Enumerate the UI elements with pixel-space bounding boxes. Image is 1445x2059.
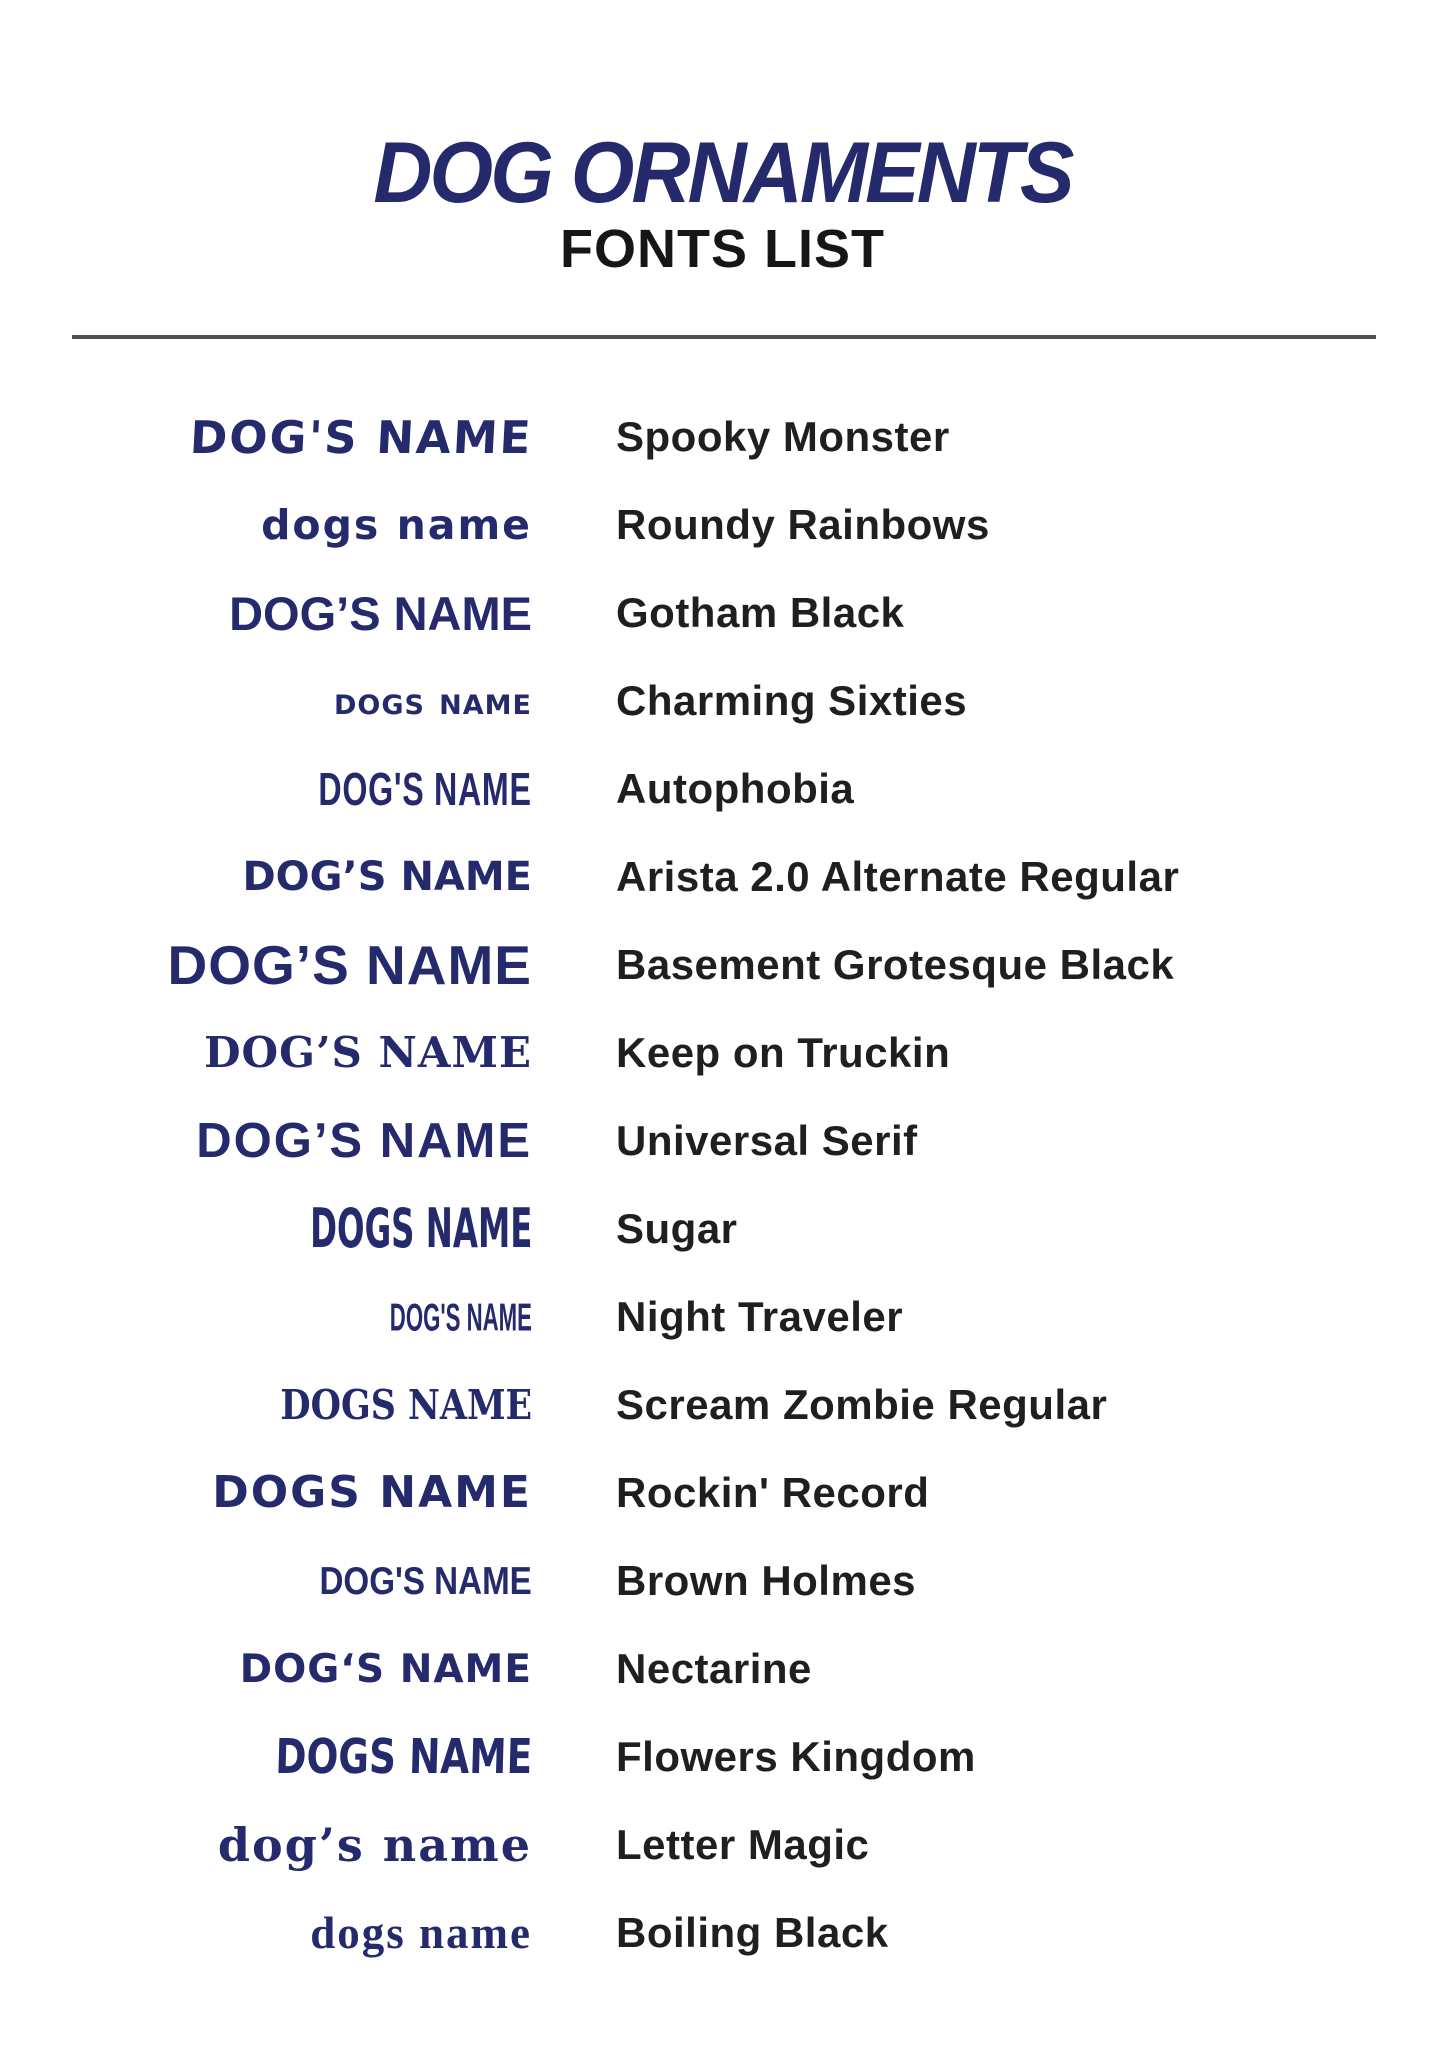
font-row xyxy=(0,481,1445,569)
dog-name-sample: DOGS NAME xyxy=(212,1467,532,1518)
font-name-label: Scream Zombie Regular xyxy=(616,1381,1108,1428)
font-name-label: Flowers Kingdom xyxy=(616,1733,976,1780)
font-name-label: Nectarine xyxy=(616,1645,812,1692)
font-name-label: Basement Grotesque Black xyxy=(616,941,1175,988)
page-subtitle: FONTS LIST xyxy=(560,219,885,279)
font-row xyxy=(0,1537,1445,1625)
font-name-label: Charming Sixties xyxy=(616,677,968,724)
font-row xyxy=(0,1185,1445,1273)
page-title: DOG ORNAMENTS xyxy=(373,125,1072,221)
font-row xyxy=(0,1449,1445,1537)
font-row xyxy=(0,833,1445,921)
divider-line xyxy=(72,335,1376,339)
font-name-label: Boiling Black xyxy=(616,1909,889,1956)
dog-name-sample: DOGS NAME xyxy=(309,1197,532,1260)
dog-name-sample: DOG'S NAME xyxy=(319,1559,532,1603)
dog-name-sample: DOGS NAME xyxy=(280,1380,532,1429)
dog-name-sample: DOG’S NAME xyxy=(242,854,532,900)
font-row xyxy=(0,1889,1445,1977)
dog-name-sample: DOG’S NAME xyxy=(167,933,532,996)
font-row xyxy=(0,1009,1445,1097)
font-name-label: Rockin' Record xyxy=(616,1469,930,1516)
font-row xyxy=(0,1801,1445,1889)
font-list xyxy=(0,393,1445,1977)
dog-name-sample: DOGS NAME xyxy=(274,1729,533,1785)
font-row xyxy=(0,745,1445,833)
font-row xyxy=(0,569,1445,657)
dog-name-sample: DOG’S NAME xyxy=(204,1028,532,1077)
font-row xyxy=(0,921,1445,1009)
font-row xyxy=(0,1097,1445,1185)
dog-name-sample: dog’s name xyxy=(217,1818,532,1872)
font-name-label: Gotham Black xyxy=(616,589,905,636)
font-name-label: Spooky Monster xyxy=(616,413,950,460)
font-row xyxy=(0,1361,1445,1449)
font-row xyxy=(0,393,1445,481)
dog-name-sample: DOG‘S NAME xyxy=(239,1646,532,1692)
dog-name-sample: DOG'S NAME xyxy=(389,1295,532,1339)
font-name-label: Autophobia xyxy=(616,765,855,812)
font-name-label: Night Traveler xyxy=(616,1293,904,1340)
font-row xyxy=(0,657,1445,745)
dog-name-sample: DOG'S NAME xyxy=(188,410,534,464)
font-name-label: Keep on Truckin xyxy=(616,1029,951,1076)
font-name-label: Brown Holmes xyxy=(616,1557,917,1604)
dog-name-sample: dogs name xyxy=(333,679,532,723)
dog-name-sample: DOG'S NAME xyxy=(318,763,532,815)
font-name-label: Letter Magic xyxy=(616,1821,870,1868)
font-name-label: Sugar xyxy=(616,1205,738,1252)
font-row xyxy=(0,1625,1445,1713)
dog-name-sample: dogs name xyxy=(261,500,532,549)
font-row xyxy=(0,1713,1445,1801)
font-row xyxy=(0,1273,1445,1361)
dog-name-sample: dogs name xyxy=(310,1907,532,1958)
font-name-label: Roundy Rainbows xyxy=(616,501,990,548)
font-name-label: Universal Serif xyxy=(616,1117,918,1164)
dog-name-sample: DOG’S NAME xyxy=(229,586,532,640)
font-name-label: Arista 2.0 Alternate Regular xyxy=(616,853,1180,900)
page-header xyxy=(0,125,1445,279)
dog-name-sample: DOG’S NAME xyxy=(196,1113,532,1168)
